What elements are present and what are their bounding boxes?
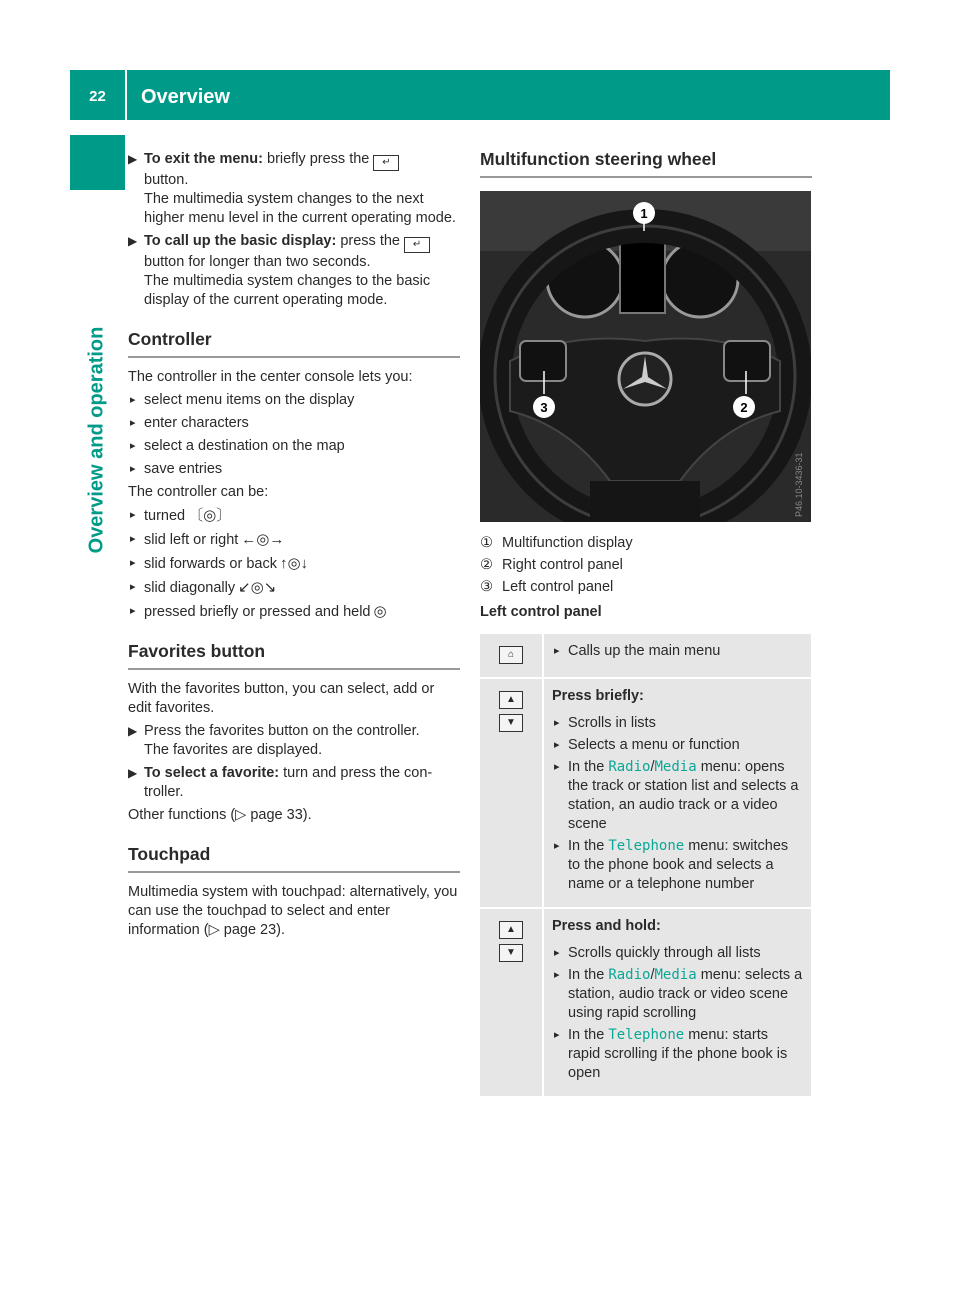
- legend-item: ③ Left control panel: [480, 579, 614, 595]
- list-item: ▸ In the Telephone menu: switches to the phone book and selects a name or a telephone number: [552, 837, 803, 894]
- table-row: [480, 678, 811, 908]
- controller-intro: The controller in the center console lets you:: [128, 369, 413, 385]
- section-rule: [128, 668, 460, 670]
- list-item: ▸ slid forwards or back ↑◎↓: [128, 554, 460, 574]
- list-item: ▸ save entries: [128, 460, 460, 479]
- controller-uses: [128, 391, 460, 479]
- down-arrow-icon: ▼: [499, 944, 523, 962]
- list-item: ▸ slid diagonally ↙◎↘: [128, 578, 460, 598]
- controller-slide-diagonal-icon: ↙◎↘: [238, 579, 277, 596]
- favorites-other: Other functions (▷ page 33).: [128, 807, 312, 823]
- image-code: P46.10-3436-31: [794, 452, 804, 517]
- favorites-step-1: ▶ Press the favorites button on the controller. The favorites are displayed.: [128, 723, 420, 758]
- down-arrow-icon: ▼: [499, 714, 523, 732]
- controller-slide-lr-icon: ←◎→: [241, 531, 285, 548]
- list-item: ▸ Scrolls in lists: [552, 714, 803, 733]
- list-item: ▸ select menu items on the display: [128, 391, 460, 410]
- page-title: Overview: [141, 86, 230, 108]
- back-button-icon: ↵: [404, 237, 430, 253]
- right-column: [480, 150, 812, 1098]
- callout-3: 3: [540, 400, 548, 415]
- exit-menu-step: ▶ To exit the menu: briefly press the ↵ button. The multimedia system changes to the next higher menu level in the current operating mode.: [128, 151, 456, 226]
- touchpad-text: Multimedia system with touchpad: alternatively, you can use the touchpad to select and enter information (▷ page 23).: [128, 884, 458, 938]
- home-icon: ⌂: [499, 646, 523, 664]
- list-item: ▸ enter characters: [128, 414, 460, 433]
- press-briefly-title: Press briefly:: [552, 688, 644, 704]
- list-item: ▸ Calls up the main menu: [552, 642, 803, 661]
- legend-item: ② Right control panel: [480, 557, 623, 573]
- section-label: Overview and operation: [85, 326, 108, 554]
- callout-2: 2: [740, 400, 748, 415]
- table-row: [480, 908, 811, 1097]
- up-arrow-icon: ▲: [499, 921, 523, 939]
- section-rule: [480, 176, 812, 178]
- controller-can-be: The controller can be:: [128, 484, 269, 500]
- table-row: [480, 634, 811, 678]
- list-item: ▸ pressed briefly or pressed and held ◎: [128, 602, 460, 622]
- steering-wheel-illustration: [480, 191, 811, 522]
- basic-display-step: ▶ To call up the basic display: press the ↵ button for longer than two seconds. The multimedia system changes to the basic display of the current operating mode.: [128, 233, 431, 308]
- list-item: ▸ slid left or right ←◎→: [128, 530, 460, 550]
- step-arrow-icon: ▶: [128, 766, 138, 780]
- up-arrow-icon: ▲: [499, 691, 523, 709]
- touchpad-heading: Touchpad: [128, 844, 211, 864]
- controller-turn-icon: 〔◎〕: [188, 507, 232, 524]
- favorites-heading: Favorites button: [128, 641, 266, 661]
- callout-1: 1: [640, 206, 648, 221]
- list-item: ▸ In the Radio/Media menu: selects a station, audio track or video scene using rapid scrolling: [552, 966, 803, 1023]
- list-item: ▸ select a destination on the map: [128, 437, 460, 456]
- left-control-panel-heading: Left control panel: [480, 604, 602, 620]
- left-column: [128, 150, 460, 944]
- legend-item: ① Multifunction display: [480, 535, 633, 551]
- list-item: ▸ Scrolls quickly through all lists: [552, 944, 803, 963]
- controller-press-icon: ◎: [373, 603, 387, 620]
- press-hold-title: Press and hold:: [552, 918, 661, 934]
- list-item: ▸ turned 〔◎〕: [128, 506, 460, 526]
- list-item: ▸ In the Radio/Media menu: opens the track or station list and selects a station, an audio track or a video scene: [552, 758, 803, 834]
- controller-slide-fb-icon: ↑◎↓: [279, 555, 309, 572]
- back-button-icon: ↵: [373, 155, 399, 171]
- step-arrow-icon: ▶: [128, 724, 138, 738]
- favorites-step-2: ▶ To select a favorite: turn and press the con-troller.: [128, 765, 433, 800]
- steering-wheel-heading: Multifunction steering wheel: [480, 149, 717, 169]
- section-marker: [70, 135, 125, 190]
- steering-wheel-image: [480, 191, 811, 522]
- list-item: ▸ In the Telephone menu: starts rapid scrolling if the phone book is open: [552, 1026, 803, 1083]
- controller-heading: Controller: [128, 329, 212, 349]
- section-rule: [128, 871, 460, 873]
- step-arrow-icon: ▶: [128, 152, 138, 166]
- controller-actions: [128, 506, 460, 622]
- control-panel-table: [480, 634, 811, 1098]
- header-divider: [125, 70, 127, 120]
- section-rule: [128, 356, 460, 358]
- step-arrow-icon: ▶: [128, 234, 138, 248]
- page-number: 22: [89, 88, 106, 105]
- list-item: ▸ Selects a menu or function: [552, 736, 803, 755]
- favorites-intro: With the favorites button, you can select, add or edit favorites.: [128, 681, 435, 716]
